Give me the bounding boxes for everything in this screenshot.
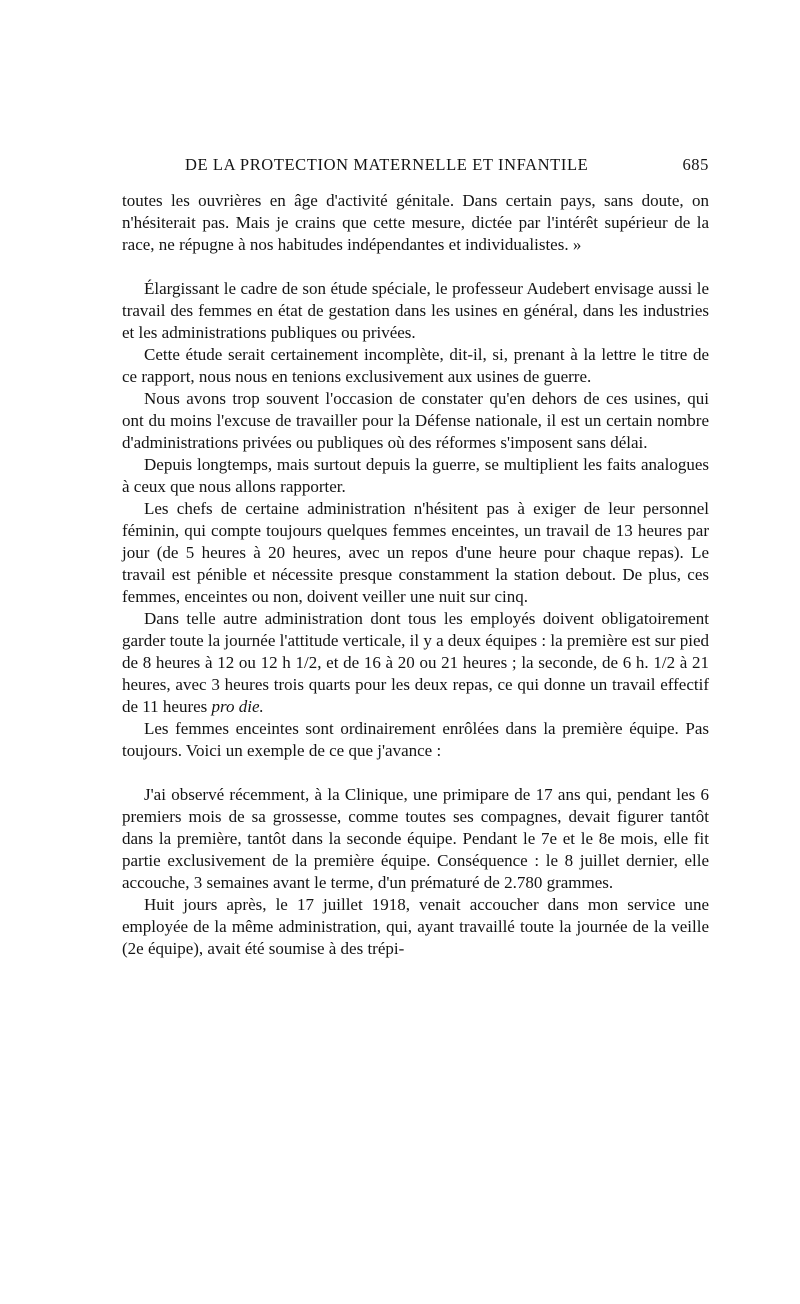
paragraph-8: Les femmes enceintes sont ordinairement enrôlées dans la première équipe. Pas toujours. Voici un exemple de ce que j'avance :	[122, 719, 709, 760]
page-number: 685	[682, 155, 709, 174]
running-title: DE LA PROTECTION MATERNELLE ET INFANTILE	[185, 155, 589, 174]
running-header	[185, 155, 709, 179]
page-body	[122, 190, 709, 960]
paragraph-10: Huit jours après, le 17 juillet 1918, venait accoucher dans mon service une employée de la même administration, qui, ayant travaillé toute la journée de la veille (2e équipe), avait été soumise à des trépi-	[122, 895, 709, 958]
paragraph-7	[122, 608, 709, 718]
paragraph-4: Nous avons trop souvent l'occasion de constater qu'en dehors de ces usines, qui ont du moins l'excuse de travailler pour la Défense nationale, il est un certain nombre d'administrations privées ou publiques où des réformes s'imposent sans délai.	[122, 389, 709, 452]
paragraph-5: Depuis longtemps, mais surtout depuis la guerre, se multiplient les faits analogues à ceux que nous allons rapporter.	[122, 455, 709, 496]
paragraph-1: toutes les ouvrières en âge d'activité génitale. Dans certain pays, sans doute, on n'hésiterait pas. Mais je crains que cette mesure, dictée par l'intérêt supérieur de la race, ne répugne à nos habitudes indépendantes et individualistes. »	[122, 191, 709, 254]
italic-phrase: pro die.	[211, 697, 264, 716]
paragraph-6: Les chefs de certaine administration n'hésitent pas à exiger de leur personnel féminin, qui compte toujours quelques femmes enceintes, un travail de 13 heures par jour (de 5 heures à 20 heures, avec un repos d'une heure pour chaque repas). Le travail est pénible et nécessite presque constamment la station debout. De plus, ces femmes, enceintes ou non, doivent veiller une nuit sur cinq.	[122, 499, 709, 606]
paragraph-3: Cette étude serait certainement incomplète, dit-il, si, prenant à la lettre le titre de ce rapport, nous nous en tenions exclusivement aux usines de guerre.	[122, 345, 709, 386]
paragraph-2: Élargissant le cadre de son étude spéciale, le professeur Audebert envisage aussi le travail des femmes en état de gestation dans les usines en général, dans les industries et les administrations publiques ou privées.	[122, 279, 709, 342]
paragraph-7-text: Dans telle autre administration dont tous les employés doivent obligatoirement garder toute la journée l'attitude verticale, il y a deux équipes : la première est sur pied de 8 heures à 12 ou 12 h 1/2, et de 16 à 20 ou 21 heures ; la seconde, de 6 h. 1/2 à 21 heures, avec 3 heures trois quarts pour les deux repas, ce qui donne un travail effectif de 11 heures	[122, 609, 709, 716]
paragraph-9: J'ai observé récemment, à la Clinique, une primipare de 17 ans qui, pendant les 6 premiers mois de sa grossesse, comme toutes ses compagnes, devait figurer tantôt dans la première, tantôt dans la seconde équipe. Pendant le 7e et le 8e mois, elle fit partie exclusivement de la première équipe. Conséquence : le 8 juillet dernier, elle accouche, 3 semaines avant le terme, d'un prématuré de 2.780 grammes.	[122, 785, 709, 892]
